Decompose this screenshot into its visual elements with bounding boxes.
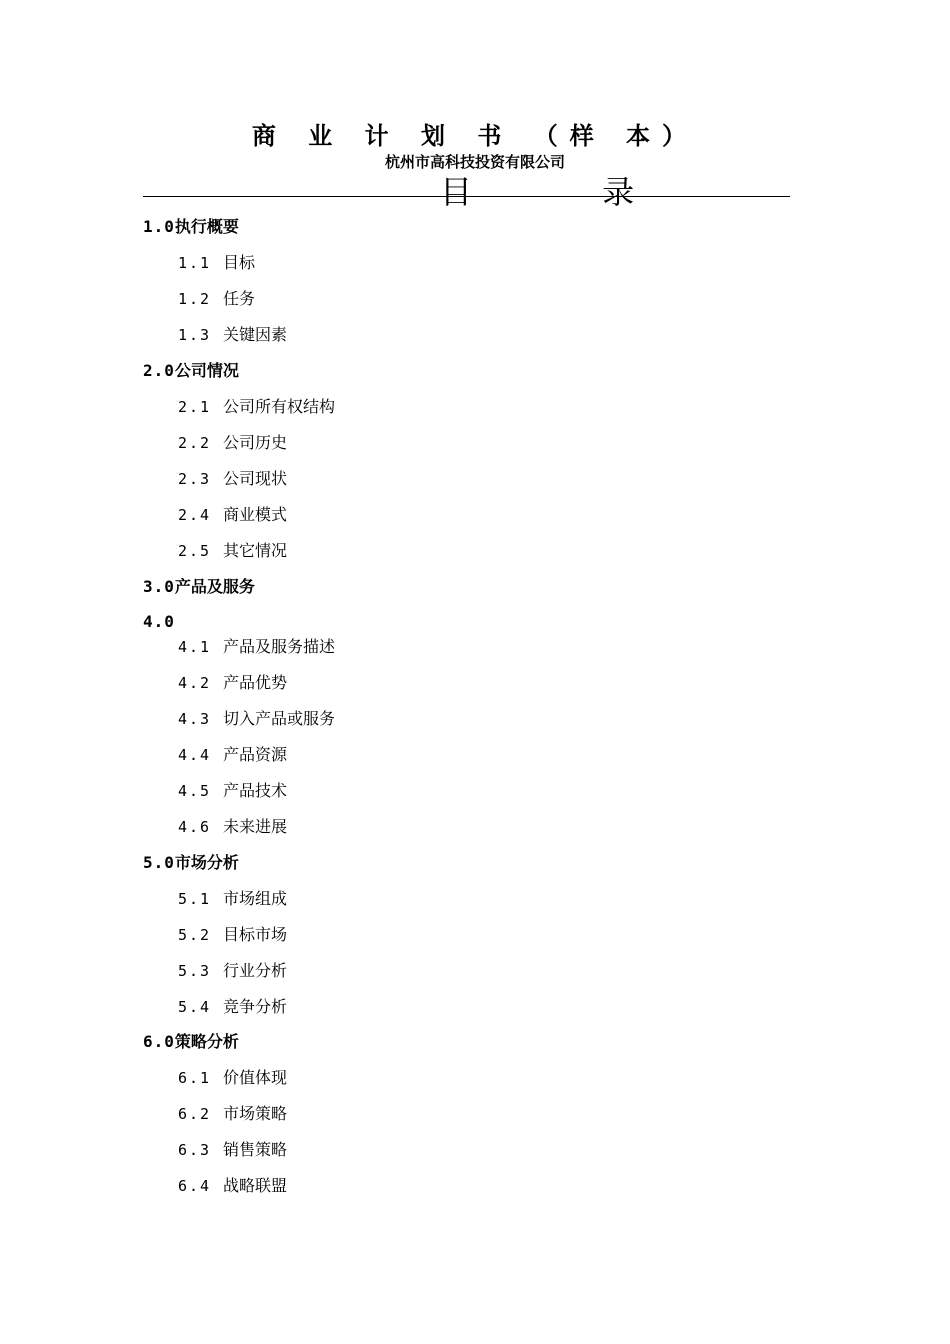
toc-subsection [178, 1139, 287, 1161]
toc-subsection-number: 2.5 [178, 542, 212, 560]
toc-subsection [178, 540, 287, 562]
toc-section-number: 5.0 [143, 853, 175, 872]
toc-subsection [178, 252, 255, 274]
toc-section [143, 611, 175, 633]
toc-subsection-title: 产品及服务描述 [223, 637, 336, 656]
toc-section-number: 6.0 [143, 1032, 175, 1051]
toc-subsection [178, 504, 287, 526]
toc-subsection-number: 5.2 [178, 926, 212, 944]
toc-section [143, 1031, 239, 1053]
toc-subsection-title: 产品资源 [223, 745, 288, 764]
toc-subsection [178, 396, 335, 418]
toc-subsection-title: 竞争分析 [223, 997, 288, 1016]
toc-subsection [178, 288, 255, 310]
toc-subsection-title: 目标 [223, 253, 256, 272]
toc-subsection-title: 战略联盟 [223, 1176, 288, 1195]
toc-subsection-number: 4.3 [178, 710, 212, 728]
toc-subsection-title: 公司现状 [223, 469, 288, 488]
toc-subsection [178, 744, 287, 766]
toc-subsection-number: 2.4 [178, 506, 212, 524]
toc-subsection [178, 1103, 287, 1125]
toc-subsection-number: 6.4 [178, 1177, 212, 1195]
toc-section-title: 策略分析 [174, 1032, 239, 1051]
toc-subsection-number: 1.1 [178, 254, 212, 272]
toc-subsection [178, 672, 287, 694]
toc-subsection-number: 6.2 [178, 1105, 212, 1123]
toc-subsection [178, 888, 287, 910]
toc-subsection-number: 2.2 [178, 434, 212, 452]
toc-subsection-title: 市场策略 [223, 1104, 288, 1123]
toc-section-title: 产品及服务 [174, 577, 255, 596]
toc-subsection-number: 4.4 [178, 746, 212, 764]
toc-subsection-title: 目标市场 [223, 925, 288, 944]
toc-subsection-title: 公司所有权结构 [223, 397, 336, 416]
toc-section-title: 市场分析 [174, 853, 239, 872]
toc-subsection-number: 4.1 [178, 638, 212, 656]
toc-section-title: 公司情况 [174, 361, 239, 380]
toc-subsection-title: 产品技术 [223, 781, 288, 800]
toc-subsection [178, 924, 287, 946]
toc-subsection [178, 324, 287, 346]
toc-subsection-title: 其它情况 [223, 541, 288, 560]
toc-subsection-number: 6.3 [178, 1141, 212, 1159]
toc-subsection-number: 5.1 [178, 890, 212, 908]
toc-subsection [178, 780, 287, 802]
toc-section [143, 852, 239, 874]
toc-subsection-number: 4.2 [178, 674, 212, 692]
toc-subsection-number: 5.3 [178, 962, 212, 980]
toc-subsection [178, 996, 287, 1018]
toc-subsection-title: 行业分析 [223, 961, 288, 980]
toc-subsection-title: 价值体现 [223, 1068, 288, 1087]
toc-subsection-title: 关键因素 [223, 325, 288, 344]
toc-section-title: 执行概要 [174, 217, 239, 236]
toc-subsection-number: 1.2 [178, 290, 212, 308]
toc-subsection-title: 销售策略 [223, 1140, 288, 1159]
toc-section-number: 2.0 [143, 361, 175, 380]
toc-subsection [178, 432, 287, 454]
document-title: 商 业 计 划 书 （样 本） [251, 121, 699, 150]
toc-subsection-title: 产品优势 [223, 673, 288, 692]
toc-subsection-number: 2.3 [178, 470, 212, 488]
toc-section-number: 3.0 [143, 577, 175, 596]
toc-subsection-title: 切入产品或服务 [223, 709, 336, 728]
toc-subsection-title: 未来进展 [223, 817, 288, 836]
toc-subsection-title: 市场组成 [223, 889, 288, 908]
toc-subsection-title: 公司历史 [223, 433, 288, 452]
toc-subsection-number: 1.3 [178, 326, 212, 344]
toc-section-number: 1.0 [143, 217, 175, 236]
toc-subsection [178, 816, 287, 838]
toc-subsection-number: 2.1 [178, 398, 212, 416]
toc-section [143, 576, 255, 598]
toc-subsection [178, 960, 287, 982]
toc-section-number: 4.0 [143, 612, 175, 631]
toc-subsection [178, 708, 335, 730]
toc-subsection-title: 商业模式 [223, 505, 288, 524]
toc-subsection [178, 1067, 287, 1089]
toc-subsection-number: 6.1 [178, 1069, 212, 1087]
toc-subsection-number: 4.5 [178, 782, 212, 800]
toc-section [143, 360, 239, 382]
toc-subsection-number: 4.6 [178, 818, 212, 836]
company-name: 杭州市高科技投资有限公司 [384, 153, 565, 171]
toc-subsection-number: 5.4 [178, 998, 212, 1016]
toc-subsection [178, 1175, 287, 1197]
toc-section [143, 216, 239, 238]
toc-subsection [178, 636, 335, 658]
toc-subsection [178, 468, 287, 490]
toc-subsection-title: 任务 [223, 289, 256, 308]
toc-heading: 目 录 [440, 173, 695, 211]
